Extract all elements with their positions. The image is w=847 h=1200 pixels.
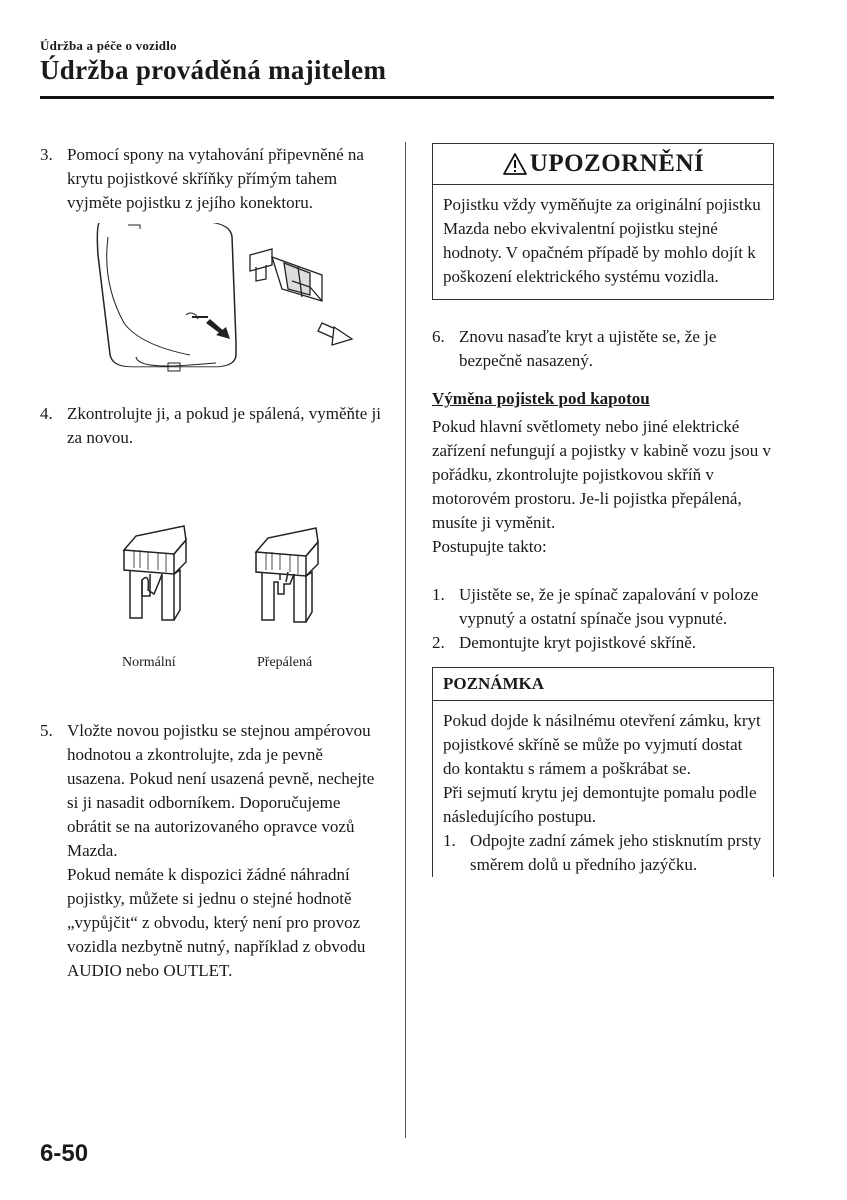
step-number: 6. (432, 327, 445, 346)
blown-fuse-caption: Přepálená (257, 655, 313, 670)
page-number: 6-50 (40, 1140, 89, 1167)
step-4 (40, 402, 385, 450)
step-number: 1. (432, 585, 445, 604)
warning-triangle-icon (502, 152, 528, 176)
note-body (433, 701, 773, 877)
right-column (432, 143, 774, 877)
step-number: 3. (40, 145, 53, 164)
step-text: Ujistěte se, že je spínač zapalování v poloze vypnutý a ostatní spínače jsou vypnuté. (459, 585, 759, 628)
procedure-step (432, 583, 774, 631)
pull-direction-arrow-icon (318, 323, 352, 345)
step-number: 2. (432, 633, 445, 652)
normal-fuse-caption: Normální (122, 655, 176, 670)
fuse-comparison-figure (40, 470, 385, 680)
procedure-list (432, 583, 774, 655)
intro-paragraph (432, 415, 774, 559)
page-title: Údržba prováděná majitelem (40, 55, 387, 85)
step-6 (432, 325, 774, 373)
step-3 (40, 143, 385, 215)
intro-text: Pokud hlavní světlomety nebo jiné elektrické zařízení nefungují a pojistky v kabině vozu jsou v pořádku, zkontrolujte pojistkovou skříň v motorovém prostoru. Je-li pojistka přepálená, musíte ji vyměnit. (432, 417, 771, 532)
step-5 (40, 719, 385, 983)
note-paragraph-2: Při sejmutí krytu jej demontujte pomalu podle následujícího postupu. (443, 783, 757, 826)
warning-header (433, 144, 773, 185)
step-text: Znovu nasaďte kryt a ujistěte se, že je bezpečně nasazený. (459, 327, 717, 370)
fuse-box-cover (97, 223, 236, 367)
step-text: Zkontrolujte ji, a pokud je spálená, vyměňte ji za novou. (67, 404, 381, 447)
step-number: 4. (40, 404, 53, 423)
blown-fuse-icon (256, 528, 318, 622)
step-text: Pomocí spony na vytahování připevněné na krytu pojistkové skříňky přímým tahem vyjměte pojistku z jejího konektoru. (67, 145, 364, 212)
warning-text: Pojistku vždy vyměňujte za originální pojistku Mazda nebo ekvivalentní pojistku stejné hodnoty. V opačném případě by mohlo dojít k poškození elektrického systému vozidla. (443, 195, 761, 286)
note-substep (443, 829, 763, 877)
warning-box (432, 143, 774, 300)
step-text: Demontujte kryt pojistkové skříně. (459, 633, 697, 652)
step-number: 5. (40, 721, 53, 740)
column-divider (405, 142, 406, 1138)
section-label: Údržba a péče o vozidlo (40, 38, 177, 53)
fuse-in-connector-icon (250, 249, 322, 301)
normal-fuse-icon (124, 526, 186, 620)
subheading: Výměna pojistek pod kapotou (432, 389, 650, 408)
step-5-paragraph-2: Pokud nemáte k dispozici žádné náhradní pojistky, můžete si jednu o stejné hodnotě „vypůjčit“ z obvodu, který není pro provoz vozidla nezbytně nutný, například z obvodu AUDIO nebo OUTLET. (67, 865, 366, 980)
fuse-removal-illustration (40, 223, 385, 383)
procedure-step (432, 631, 774, 655)
warning-title: UPOZORNĚNÍ (529, 150, 705, 177)
step-number: 1. (443, 831, 456, 850)
note-paragraph-1: Pokud dojde k násilnému otevření zámku, kryt pojistkové skříně se může po vyjmutí dostat do kontaktu s rámem a poškrábat se. (443, 711, 761, 778)
intro-instruction: Postupujte takto: (432, 537, 547, 556)
note-box (432, 667, 774, 877)
step-text: Odpojte zadní zámek jeho stisknutím prsty směrem dolů u předního jazýčku. (470, 831, 762, 874)
left-column (40, 143, 385, 983)
note-title: POZNÁMKA (433, 668, 773, 701)
step-text (67, 719, 385, 983)
fuse-puller-arrow-icon (192, 317, 230, 339)
step-5-paragraph-1: Vložte novou pojistku se stejnou ampérovou hodnotou a zkontrolujte, zda je pevně usazena. Pokud není usazená pevně, nechejte si ji nasadit odborníkem. Doporučujeme obrátit se na autorizovaného opravce vozů Mazda. (67, 721, 375, 860)
title-rule (40, 96, 774, 99)
